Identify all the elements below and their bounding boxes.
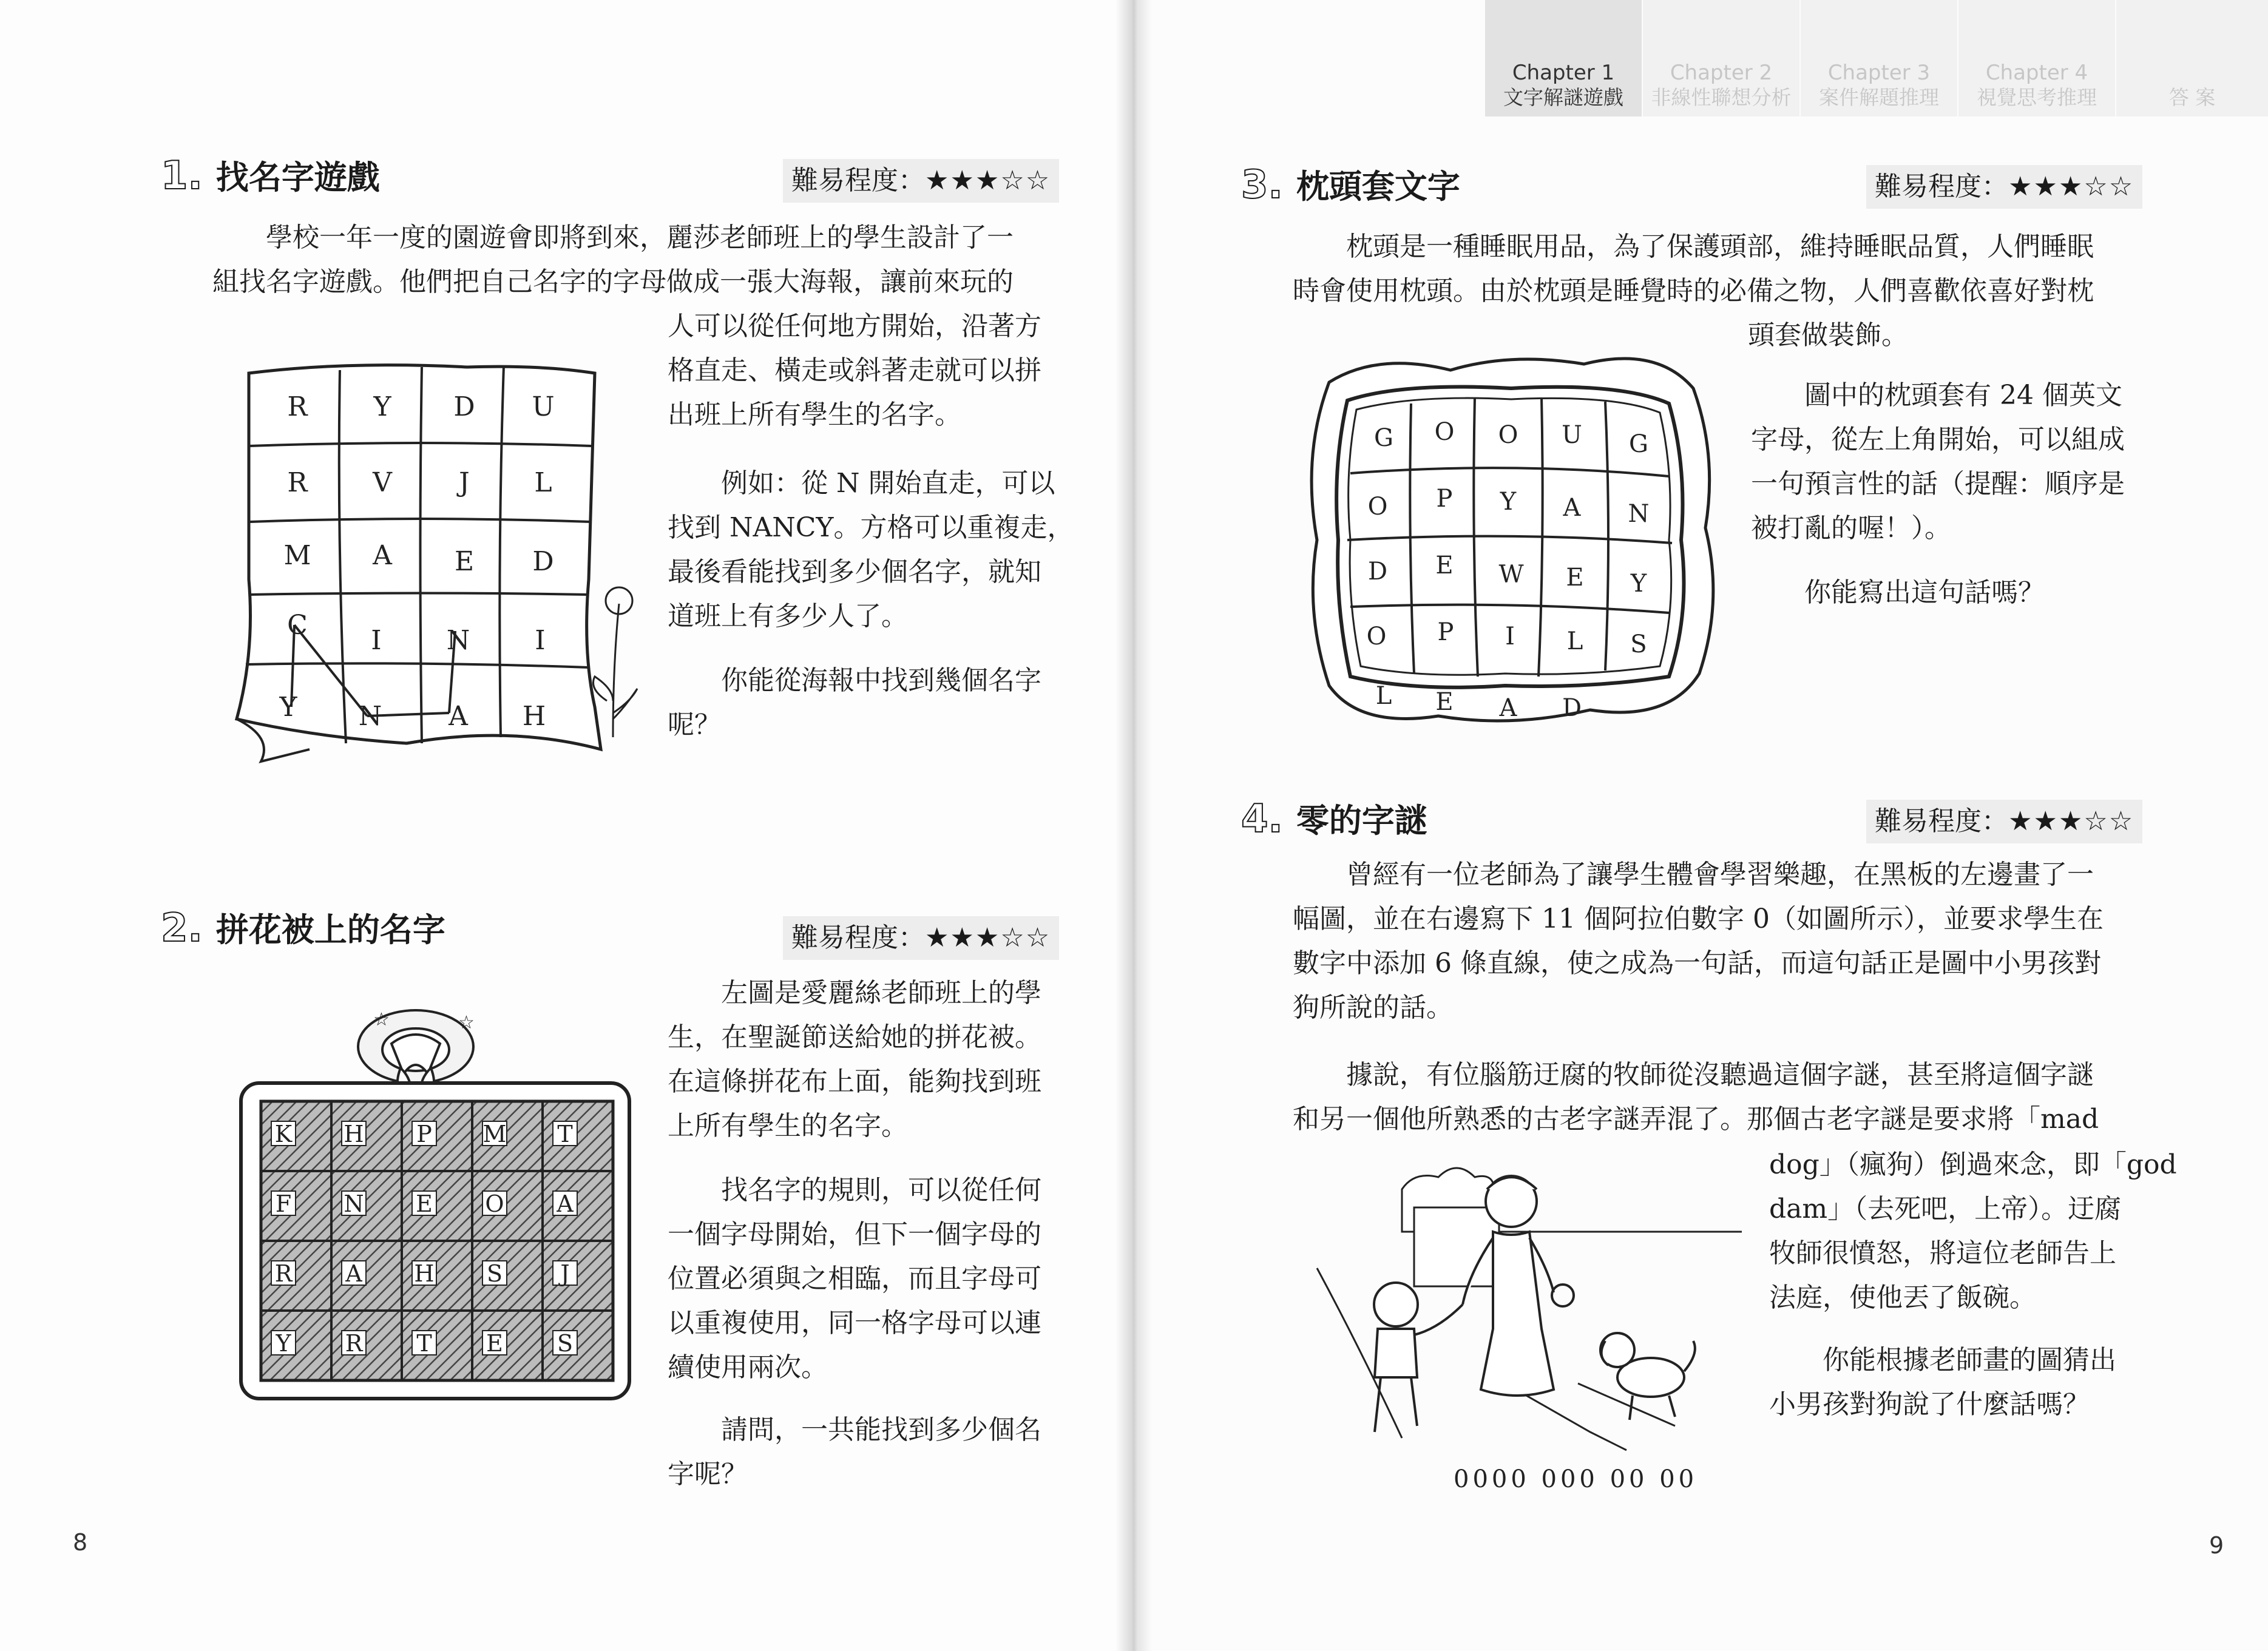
teacher-boy-dog-illustration bbox=[1311, 1147, 1772, 1462]
section-3-body bbox=[1751, 373, 2176, 550]
text-line: 道班上有多少人了。 bbox=[668, 601, 908, 632]
quilt-letter: A bbox=[557, 1190, 574, 1217]
quilt-letter: R bbox=[345, 1330, 363, 1357]
text-line: 左圖是愛麗絲老師班上的學 bbox=[721, 977, 1041, 1008]
text-line: 圖中的枕頭套有 24 個英文 bbox=[1804, 380, 2122, 411]
section-4-difficulty bbox=[1866, 800, 2142, 843]
quilt-letter: S bbox=[557, 1330, 574, 1357]
boy-icon bbox=[1374, 1283, 1463, 1432]
name-poster-illustration bbox=[225, 349, 649, 774]
pillow-letter: O bbox=[1498, 421, 1518, 449]
poster-letter: Y bbox=[279, 692, 297, 723]
tab-chapter-2[interactable] bbox=[1643, 0, 1799, 116]
tab-chapter-label: Chapter 1 bbox=[1512, 61, 1615, 85]
pillow-letter: L bbox=[1375, 682, 1392, 710]
text-line: 數字中添加 6 條直線，使之成為一句話，而這句話正是圖中小男孩對 bbox=[1293, 948, 2101, 979]
text-line: 一句預言性的話（提醒：順序是 bbox=[1751, 468, 2125, 499]
text-line: 時會使用枕頭。由於枕頭是睡覺時的必備之物，人們喜歡依喜好對枕 bbox=[1293, 275, 2094, 306]
section-3-intro bbox=[1293, 225, 2173, 357]
pillow-letter: O bbox=[1434, 418, 1455, 446]
section-1-example bbox=[668, 461, 1092, 638]
quilt-letter: M bbox=[482, 1121, 507, 1147]
section-title-text: 枕頭套文字 bbox=[1296, 167, 1460, 206]
poster-letter: A bbox=[449, 701, 468, 732]
poster-letter: N bbox=[358, 701, 382, 732]
poster-letter: V bbox=[373, 467, 392, 498]
pillow-letter: A bbox=[1563, 494, 1581, 522]
quilt-letter: H bbox=[344, 1121, 364, 1147]
text-line: 以重複使用，同一格字母可以連 bbox=[668, 1308, 1041, 1339]
section-4-intro bbox=[1293, 853, 2179, 1030]
section-title-text: 找名字遊戲 bbox=[215, 158, 380, 197]
quilt-letter: K bbox=[274, 1121, 293, 1147]
text-line: 組找名字遊戲。他們把自己名字的字母做成一張大海報，讓前來玩的 bbox=[212, 266, 1014, 297]
section-3-difficulty bbox=[1866, 165, 2142, 209]
difficulty-label: 難易程度： bbox=[791, 922, 925, 953]
text-line: 學校一年一度的園遊會即將到來，麗莎老師班上的學生設計了一 bbox=[266, 222, 1014, 253]
text-line: 請問，一共能找到多少個名 bbox=[721, 1414, 1041, 1445]
pillow-letter: P bbox=[1436, 485, 1453, 513]
tab-chapter-3[interactable] bbox=[1801, 0, 1957, 116]
poster-letter: A bbox=[373, 540, 392, 571]
poster-letter: M bbox=[283, 540, 311, 571]
tab-answers[interactable] bbox=[2116, 0, 2268, 116]
poster-letter: C bbox=[287, 610, 308, 641]
text-line: 找名字的規則，可以從任何 bbox=[721, 1175, 1041, 1206]
tab-chapter-label: Chapter 3 bbox=[1827, 61, 1931, 85]
quilt-letter: S bbox=[486, 1260, 503, 1287]
poster-letter: E bbox=[454, 546, 475, 577]
pillow-letter: L bbox=[1566, 627, 1583, 655]
section-2-question bbox=[668, 1408, 1092, 1496]
section-2-rules bbox=[668, 1168, 1092, 1389]
poster-letter: J bbox=[459, 467, 470, 498]
pillow-letter: O bbox=[1367, 493, 1388, 521]
poster-letter: D bbox=[453, 391, 475, 422]
wreath-icon bbox=[358, 1009, 475, 1092]
difficulty-stars: ★★★☆☆ bbox=[925, 165, 1051, 196]
difficulty-label: 難易程度： bbox=[1875, 171, 2008, 202]
text-line: 找到 NANCY。方格可以重複走， bbox=[668, 512, 1074, 543]
quilt-letter: O bbox=[485, 1190, 504, 1217]
section-number: 2. bbox=[161, 906, 203, 951]
pillow-letter: U bbox=[1562, 421, 1582, 449]
text-line: 生，在聖誕節送給她的拼花被。 bbox=[668, 1022, 1041, 1053]
text-line: 你能寫出這句話嗎？ bbox=[1804, 577, 2045, 608]
section-2-difficulty bbox=[783, 916, 1059, 960]
tab-chapter-4[interactable] bbox=[1958, 0, 2115, 116]
poster-letter: U bbox=[532, 391, 555, 422]
quilt-letter: P bbox=[416, 1121, 432, 1147]
section-1-intro-wrap bbox=[668, 304, 1092, 437]
quilt-letter: J bbox=[560, 1260, 570, 1287]
zeros-puzzle: 0000 000 00 00 bbox=[1454, 1465, 1698, 1493]
pillow-letter: G bbox=[1374, 424, 1393, 452]
pillow-letter: E bbox=[1435, 552, 1454, 579]
pillow-letter: Y bbox=[1500, 488, 1517, 516]
page-number: 9 bbox=[2209, 1532, 2224, 1559]
poster-letter: L bbox=[534, 467, 552, 498]
poster-letter: H bbox=[522, 701, 546, 732]
section-4-story-wrap bbox=[1769, 1143, 2182, 1320]
text-line: 續使用兩次。 bbox=[668, 1352, 828, 1383]
quilt-letter: T bbox=[416, 1330, 432, 1357]
text-line: 字母，從左上角開始，可以組成 bbox=[1751, 424, 2125, 455]
text-line: 枕頭是一種睡眠用品，為了保護頭部，維持睡眠品質，人們睡眠 bbox=[1346, 231, 2094, 262]
book-gutter bbox=[1115, 0, 1152, 1651]
text-line: 據說，有位腦筋迂腐的牧師從沒聽過這個字謎，甚至將這個字謎 bbox=[1346, 1059, 2094, 1090]
pillow-letter: D bbox=[1367, 558, 1388, 586]
text-line: 格直走、橫走或斜著走就可以拼 bbox=[668, 355, 1041, 386]
pillow-letter: G bbox=[1629, 430, 1648, 458]
poster-letter: I bbox=[371, 625, 382, 656]
pillow-illustration bbox=[1305, 346, 1718, 734]
tab-chapter-label: Chapter 2 bbox=[1670, 61, 1773, 85]
poster-letter: R bbox=[287, 391, 308, 422]
text-line: 出班上所有學生的名字。 bbox=[668, 399, 961, 430]
pillow-letter: I bbox=[1505, 623, 1515, 650]
chapter-tabs bbox=[1485, 0, 2268, 116]
pillow-letter: Y bbox=[1630, 570, 1647, 598]
pillow-letter: E bbox=[1566, 564, 1584, 592]
quilt-letter: N bbox=[344, 1190, 364, 1217]
tab-chapter-title: 視覺思考推理 bbox=[1977, 86, 2097, 109]
section-2-title bbox=[161, 904, 445, 951]
text-line: 牧師很憤怒，將這位老師告上 bbox=[1769, 1238, 2116, 1269]
poster-letter: D bbox=[532, 546, 554, 577]
difficulty-label: 難易程度： bbox=[1875, 806, 2008, 837]
difficulty-stars: ★★★☆☆ bbox=[925, 922, 1051, 953]
text-line: 小男孩對狗說了什麼話嗎？ bbox=[1769, 1389, 2090, 1420]
tab-chapter-1[interactable] bbox=[1485, 0, 1642, 116]
section-number: 4. bbox=[1241, 797, 1283, 842]
quilt-letter: Y bbox=[276, 1330, 291, 1357]
text-line: 一個字母開始，但下一個字母的 bbox=[668, 1219, 1041, 1250]
section-4-question bbox=[1769, 1338, 2182, 1426]
text-line: 位置必須與之相臨，而且字母可 bbox=[668, 1263, 1041, 1294]
text-line: 你能從海報中找到幾個名字 bbox=[721, 665, 1041, 696]
text-line: dog」（瘋狗）倒過來念，即「god bbox=[1769, 1149, 2177, 1180]
poster-letter: N bbox=[446, 625, 470, 656]
tab-chapter-title: 非線性聯想分析 bbox=[1651, 86, 1792, 109]
text-line: 法庭，使他丟了飯碗。 bbox=[1769, 1282, 2036, 1313]
svg-text:☆: ☆ bbox=[373, 1009, 390, 1030]
quilt-letter: E bbox=[416, 1190, 433, 1217]
tab-answers-title: 答 案 bbox=[2168, 86, 2216, 109]
text-line: 幅圖，並在右邊寫下 11 個阿拉伯數字 0（如圖所示），並要求學生在 bbox=[1293, 903, 2104, 934]
section-number: 1. bbox=[161, 154, 203, 198]
text-line: 被打亂的喔！）。 bbox=[1751, 513, 1951, 544]
difficulty-stars: ★★★☆☆ bbox=[2008, 171, 2134, 202]
quilt-letter: F bbox=[275, 1190, 292, 1217]
text-line: 上所有學生的名字。 bbox=[668, 1110, 908, 1141]
section-title-text: 零的字謎 bbox=[1296, 802, 1427, 840]
difficulty-label: 難易程度： bbox=[791, 165, 925, 196]
poster-letter: I bbox=[535, 625, 546, 656]
section-4-story bbox=[1293, 1053, 2179, 1141]
section-3-question bbox=[1751, 570, 2176, 615]
pillow-letter: A bbox=[1499, 694, 1517, 722]
quilt-letter: T bbox=[557, 1121, 573, 1147]
text-line: 曾經有一位老師為了讓學生體會學習樂趣，在黑板的左邊畫了一 bbox=[1346, 859, 2094, 890]
text-line: dam」（去死吧，上帝）。迂腐 bbox=[1769, 1194, 2122, 1224]
pillow-letter: P bbox=[1437, 618, 1454, 646]
difficulty-stars: ★★★☆☆ bbox=[2008, 806, 2134, 837]
section-number: 3. bbox=[1241, 163, 1283, 208]
pillow-letter: D bbox=[1562, 694, 1582, 722]
quilt-letter: E bbox=[486, 1330, 503, 1357]
text-line: 狗所說的話。 bbox=[1293, 992, 1453, 1023]
section-2-intro bbox=[668, 971, 1092, 1148]
poster-letter: Y bbox=[373, 391, 391, 422]
section-1-intro bbox=[212, 215, 1086, 304]
quilt-illustration bbox=[228, 1001, 646, 1414]
quilt-letter: R bbox=[274, 1260, 293, 1287]
poster-letter: R bbox=[287, 467, 308, 498]
pillow-letter: S bbox=[1630, 630, 1647, 658]
section-title-text: 拼花被上的名字 bbox=[215, 911, 445, 949]
text-line: 在這條拼花布上面，能夠找到班 bbox=[668, 1066, 1041, 1097]
section-3-title bbox=[1241, 161, 1460, 208]
text-line: 和另一個他所熟悉的古老字謎弄混了。那個古老字謎是要求將「mad bbox=[1293, 1104, 2099, 1135]
text-line: 最後看能找到多少個名字，就知 bbox=[668, 556, 1041, 587]
dog-icon bbox=[1600, 1333, 1695, 1420]
quilt-letter: H bbox=[414, 1260, 435, 1287]
text-line: 呢？ bbox=[668, 709, 721, 740]
section-1-question bbox=[668, 658, 1092, 747]
tab-chapter-title: 文字解謎遊戲 bbox=[1503, 86, 1623, 109]
quilt-letter: A bbox=[345, 1260, 362, 1287]
svg-text:☆: ☆ bbox=[458, 1012, 475, 1033]
section-1-difficulty bbox=[783, 159, 1059, 203]
pillow-letter: N bbox=[1628, 500, 1650, 528]
page-number: 8 bbox=[73, 1529, 88, 1556]
text-line: 字呢？ bbox=[668, 1459, 748, 1490]
section-1-title bbox=[161, 152, 380, 198]
section-4-title bbox=[1241, 795, 1427, 842]
text-line: 人可以從任何地方開始，沿著方 bbox=[668, 311, 1041, 342]
tab-chapter-title: 案件解題推理 bbox=[1819, 86, 1939, 109]
text-line: 你能根據老師畫的圖猜出 bbox=[1823, 1345, 2116, 1376]
pillow-letter: O bbox=[1366, 623, 1387, 650]
tab-chapter-label: Chapter 4 bbox=[1985, 61, 2088, 85]
pillow-letter: E bbox=[1435, 688, 1454, 716]
pillow-letter: W bbox=[1498, 561, 1524, 589]
text-line: 頭套做裝飾。 bbox=[1748, 320, 1908, 351]
text-line: 例如：從 N 開始直走，可以 bbox=[721, 468, 1055, 499]
